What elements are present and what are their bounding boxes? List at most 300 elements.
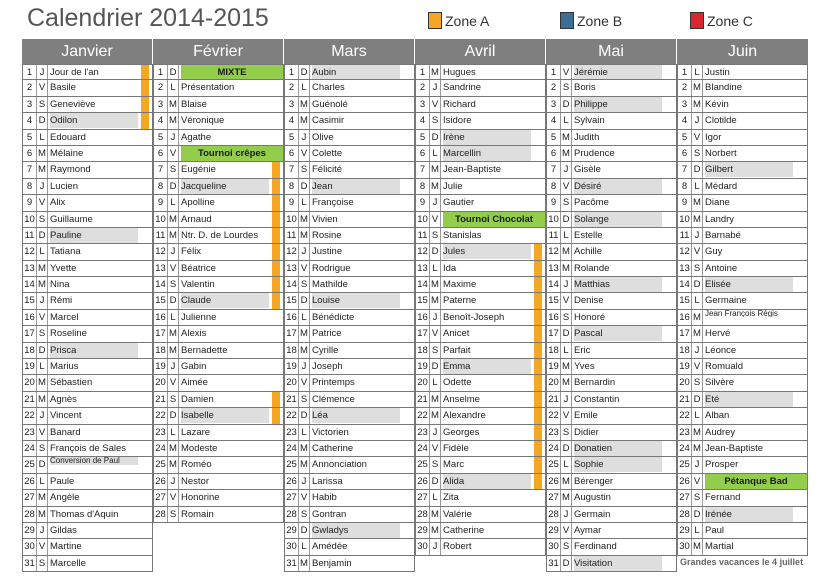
month-header-janvier: Janvier <box>22 39 153 64</box>
day-row[interactable] <box>153 179 284 195</box>
day-row[interactable] <box>677 310 808 326</box>
day-row[interactable] <box>546 146 677 162</box>
day-row[interactable] <box>284 80 415 96</box>
day-row[interactable] <box>415 408 546 424</box>
day-row[interactable] <box>677 523 808 539</box>
day-row[interactable] <box>22 490 153 506</box>
day-row[interactable] <box>284 343 415 359</box>
day-row[interactable] <box>677 539 808 555</box>
day-row[interactable] <box>22 244 153 260</box>
day-row[interactable] <box>415 326 546 342</box>
saint-name: Annonciation <box>312 459 367 471</box>
day-row[interactable] <box>153 228 284 244</box>
day-row[interactable] <box>153 244 284 260</box>
saint-name: Colette <box>312 147 343 159</box>
day-row[interactable] <box>546 556 677 572</box>
day-row[interactable] <box>546 97 677 113</box>
day-row[interactable] <box>677 162 808 178</box>
day-row[interactable] <box>22 457 153 473</box>
weekday-letter: S <box>168 162 179 177</box>
day-row[interactable] <box>415 441 546 457</box>
day-row[interactable] <box>546 130 677 146</box>
weekday-letter: S <box>561 539 572 554</box>
day-row[interactable] <box>284 113 415 129</box>
day-row[interactable] <box>677 375 808 391</box>
day-number: 12 <box>154 244 168 259</box>
day-row[interactable] <box>415 375 546 391</box>
day-row[interactable] <box>153 146 284 162</box>
day-row[interactable] <box>415 228 546 244</box>
zone-a-vacation-marker <box>272 179 280 194</box>
day-row[interactable] <box>546 212 677 228</box>
day-row[interactable] <box>677 425 808 441</box>
day-number: 17 <box>416 326 430 341</box>
day-row[interactable] <box>284 228 415 244</box>
weekday-letter: M <box>299 212 310 227</box>
day-row[interactable] <box>415 539 546 555</box>
day-number: 9 <box>23 195 37 210</box>
day-row[interactable] <box>22 212 153 228</box>
day-row[interactable] <box>22 375 153 391</box>
day-row[interactable] <box>284 375 415 391</box>
day-number: 11 <box>678 228 692 243</box>
day-row[interactable] <box>415 523 546 539</box>
day-row[interactable] <box>22 261 153 277</box>
day-row[interactable] <box>153 212 284 228</box>
day-row[interactable] <box>284 359 415 375</box>
day-row[interactable] <box>677 97 808 113</box>
day-row[interactable] <box>546 64 677 80</box>
day-row[interactable] <box>22 179 153 195</box>
weekday-letter: D <box>561 556 572 571</box>
saint-name: Basile <box>50 82 76 94</box>
day-number: 3 <box>23 97 37 112</box>
day-row[interactable] <box>415 425 546 441</box>
day-row[interactable] <box>153 97 284 113</box>
day-row[interactable] <box>546 375 677 391</box>
saint-name: Mathilde <box>312 279 348 291</box>
day-row[interactable] <box>546 277 677 293</box>
day-row[interactable] <box>22 228 153 244</box>
day-row[interactable] <box>415 277 546 293</box>
day-number: 20 <box>416 375 430 390</box>
day-row[interactable] <box>415 293 546 309</box>
day-row[interactable] <box>677 490 808 506</box>
day-row[interactable] <box>546 343 677 359</box>
weekday-letter: S <box>430 113 441 128</box>
day-row[interactable] <box>153 375 284 391</box>
day-row[interactable] <box>284 261 415 277</box>
day-row[interactable] <box>677 293 808 309</box>
day-row[interactable] <box>22 195 153 211</box>
day-row[interactable] <box>284 408 415 424</box>
weekday-letter: V <box>561 408 572 423</box>
saint-name: Casimir <box>312 115 345 127</box>
day-number: 30 <box>678 539 692 554</box>
day-row[interactable] <box>677 507 808 523</box>
day-row[interactable] <box>22 326 153 342</box>
day-row[interactable] <box>22 556 153 572</box>
day-row[interactable] <box>677 326 808 342</box>
day-row[interactable] <box>22 408 153 424</box>
day-row[interactable] <box>153 130 284 146</box>
zone-a-vacation-marker <box>534 474 542 489</box>
day-row[interactable] <box>415 507 546 523</box>
day-row[interactable] <box>546 408 677 424</box>
day-number: 26 <box>547 474 561 489</box>
weekday-letter: S <box>692 146 703 161</box>
day-row[interactable] <box>153 195 284 211</box>
day-row[interactable] <box>546 228 677 244</box>
saint-name: Rosine <box>312 229 342 241</box>
saint-name: Sandrine <box>443 82 482 94</box>
day-row[interactable] <box>415 310 546 326</box>
day-row[interactable] <box>153 408 284 424</box>
day-row[interactable] <box>22 162 153 178</box>
zone-c-swatch <box>690 12 704 29</box>
day-row[interactable] <box>22 507 153 523</box>
day-row[interactable] <box>153 392 284 408</box>
saint-name: Diane <box>705 197 730 209</box>
day-row[interactable] <box>284 146 415 162</box>
day-row[interactable] <box>284 474 415 490</box>
day-row[interactable] <box>284 425 415 441</box>
day-row[interactable] <box>546 244 677 260</box>
day-row[interactable] <box>677 179 808 195</box>
day-row[interactable] <box>415 490 546 506</box>
day-row[interactable] <box>284 523 415 539</box>
day-row[interactable] <box>153 80 284 96</box>
day-row[interactable] <box>546 310 677 326</box>
day-row[interactable] <box>546 490 677 506</box>
day-row[interactable] <box>546 392 677 408</box>
day-row[interactable] <box>22 130 153 146</box>
saint-name: Tatiana <box>50 246 81 258</box>
day-number: 21 <box>547 392 561 407</box>
day-number: 29 <box>547 523 561 538</box>
day-number: 22 <box>416 408 430 423</box>
day-row[interactable] <box>546 425 677 441</box>
day-row[interactable] <box>22 425 153 441</box>
day-row[interactable] <box>284 162 415 178</box>
saint-name: Germaine <box>705 295 747 307</box>
month-header-row <box>22 39 809 64</box>
day-number: 22 <box>285 408 299 423</box>
day-row[interactable] <box>284 556 415 572</box>
calendar-grid <box>22 39 809 572</box>
weekday-letter: S <box>37 212 48 227</box>
saint-name: Edouard <box>50 131 86 143</box>
day-row[interactable] <box>677 392 808 408</box>
day-row[interactable] <box>153 457 284 473</box>
zone-c-label: Zone C <box>707 12 753 29</box>
day-row[interactable] <box>22 474 153 490</box>
calendar-title: Calendrier 2014-2015 <box>27 4 269 32</box>
day-row[interactable] <box>415 343 546 359</box>
day-row[interactable] <box>415 392 546 408</box>
day-row[interactable] <box>153 343 284 359</box>
saint-name: Vincent <box>50 410 82 422</box>
day-row[interactable] <box>546 261 677 277</box>
saint-name: Clotilde <box>705 115 737 127</box>
day-row[interactable] <box>284 179 415 195</box>
weekday-letter: J <box>692 113 703 128</box>
saint-name: Donatien <box>574 441 662 456</box>
saint-name: Alexandre <box>443 410 486 422</box>
weekday-letter: L <box>430 261 441 276</box>
day-row[interactable] <box>284 310 415 326</box>
day-row[interactable] <box>284 490 415 506</box>
day-row[interactable] <box>546 113 677 129</box>
weekday-letter: D <box>692 392 703 407</box>
day-row[interactable] <box>153 277 284 293</box>
day-row[interactable] <box>153 425 284 441</box>
day-row[interactable] <box>153 162 284 178</box>
day-row[interactable] <box>22 80 153 96</box>
day-row[interactable] <box>546 523 677 539</box>
weekday-letter: D <box>430 359 441 374</box>
saint-name: Gabin <box>181 361 207 373</box>
day-row[interactable] <box>284 195 415 211</box>
weekday-letter: L <box>299 425 310 440</box>
day-number: 16 <box>285 310 299 325</box>
day-row[interactable] <box>284 507 415 523</box>
saint-name: Landry <box>705 213 735 225</box>
day-row[interactable] <box>22 310 153 326</box>
day-row[interactable] <box>677 359 808 375</box>
weekday-letter: L <box>561 228 572 243</box>
saint-name: Fernand <box>705 492 741 504</box>
saint-name: Odette <box>443 377 472 389</box>
saint-name: Prosper <box>705 459 739 471</box>
day-row[interactable] <box>284 212 415 228</box>
day-row[interactable] <box>677 195 808 211</box>
weekday-letter: L <box>692 293 703 308</box>
weekday-letter: V <box>561 179 572 194</box>
zone-a-vacation-marker <box>534 261 542 276</box>
day-number: 23 <box>416 425 430 440</box>
day-row[interactable] <box>415 179 546 195</box>
day-number: 28 <box>547 507 561 522</box>
day-row[interactable] <box>546 162 677 178</box>
day-number: 27 <box>23 490 37 505</box>
saint-name: Guy <box>705 246 723 258</box>
day-row[interactable] <box>153 507 284 523</box>
day-row[interactable] <box>153 293 284 309</box>
day-row[interactable] <box>22 539 153 555</box>
saint-name: Prudence <box>574 147 615 159</box>
saint-name: Emma <box>443 359 531 374</box>
saint-name: Emile <box>574 410 598 422</box>
day-number: 18 <box>154 343 168 358</box>
day-row[interactable] <box>22 293 153 309</box>
day-row[interactable] <box>22 392 153 408</box>
day-number: 3 <box>547 97 561 112</box>
weekday-letter: S <box>168 507 179 522</box>
day-row[interactable] <box>284 130 415 146</box>
saint-name: Ferdinand <box>574 541 617 553</box>
day-number: 27 <box>416 490 430 505</box>
day-row[interactable] <box>546 195 677 211</box>
day-row[interactable] <box>153 326 284 342</box>
month-column <box>153 64 284 523</box>
day-row[interactable] <box>415 195 546 211</box>
day-row[interactable] <box>284 277 415 293</box>
day-row[interactable] <box>415 146 546 162</box>
day-row[interactable] <box>22 277 153 293</box>
weekday-letter: L <box>430 375 441 390</box>
saint-name: Boris <box>574 82 596 94</box>
day-row[interactable] <box>677 113 808 129</box>
day-number: 2 <box>285 80 299 95</box>
day-row[interactable] <box>677 80 808 96</box>
saint-name: Guénolé <box>312 98 348 110</box>
day-row[interactable] <box>546 441 677 457</box>
day-row[interactable] <box>415 261 546 277</box>
day-number: 18 <box>23 343 37 358</box>
day-row[interactable] <box>546 359 677 375</box>
day-row[interactable] <box>153 441 284 457</box>
zone-a-vacation-marker <box>534 293 542 308</box>
weekday-letter: V <box>692 244 703 259</box>
day-row[interactable] <box>22 113 153 129</box>
day-row[interactable] <box>546 293 677 309</box>
day-row[interactable] <box>153 490 284 506</box>
day-row[interactable] <box>677 474 808 490</box>
day-row[interactable] <box>677 408 808 424</box>
day-number: 19 <box>154 359 168 374</box>
day-row[interactable] <box>677 343 808 359</box>
day-row[interactable] <box>415 113 546 129</box>
day-row[interactable] <box>677 130 808 146</box>
weekday-letter: S <box>430 228 441 243</box>
day-row[interactable] <box>415 457 546 473</box>
zone-b-swatch <box>560 12 574 29</box>
day-row[interactable] <box>22 343 153 359</box>
weekday-letter: S <box>692 375 703 390</box>
day-number: 19 <box>547 359 561 374</box>
weekday-letter: V <box>692 474 703 489</box>
weekday-letter: M <box>692 212 703 227</box>
day-row[interactable] <box>284 293 415 309</box>
day-number: 21 <box>154 392 168 407</box>
day-row[interactable] <box>415 64 546 80</box>
weekday-letter: J <box>692 343 703 358</box>
weekday-letter: L <box>37 474 48 489</box>
saint-name: Gildas <box>50 524 77 536</box>
day-number: 13 <box>23 261 37 276</box>
day-row[interactable] <box>153 64 284 80</box>
weekday-letter: D <box>168 408 179 423</box>
day-row[interactable] <box>22 523 153 539</box>
day-row[interactable] <box>415 474 546 490</box>
day-row[interactable] <box>677 441 808 457</box>
day-row[interactable] <box>546 507 677 523</box>
day-row[interactable] <box>677 64 808 80</box>
saint-name: Habib <box>312 492 337 504</box>
day-row[interactable] <box>677 457 808 473</box>
day-row[interactable] <box>284 244 415 260</box>
day-row[interactable] <box>677 212 808 228</box>
weekday-letter: L <box>168 80 179 95</box>
day-row[interactable] <box>284 326 415 342</box>
weekday-letter: M <box>430 392 441 407</box>
day-number: 17 <box>23 326 37 341</box>
weekday-letter: D <box>561 441 572 456</box>
day-number: 25 <box>416 457 430 472</box>
day-row[interactable] <box>153 474 284 490</box>
saint-name: Estelle <box>574 229 603 241</box>
weekday-letter: V <box>299 490 310 505</box>
day-row[interactable] <box>415 80 546 96</box>
day-row[interactable] <box>415 359 546 375</box>
day-row[interactable] <box>284 64 415 80</box>
day-row[interactable] <box>22 441 153 457</box>
weekday-letter: L <box>692 408 703 423</box>
day-row[interactable] <box>677 146 808 162</box>
day-row[interactable] <box>546 326 677 342</box>
weekday-letter: M <box>168 113 179 128</box>
day-row[interactable] <box>415 244 546 260</box>
day-row[interactable] <box>153 359 284 375</box>
day-row[interactable] <box>284 457 415 473</box>
saint-name: Arnaud <box>181 213 212 225</box>
weekday-letter: L <box>299 80 310 95</box>
weekday-letter: M <box>561 490 572 505</box>
day-row[interactable] <box>284 539 415 555</box>
day-row[interactable] <box>153 310 284 326</box>
day-row[interactable] <box>546 539 677 555</box>
day-row[interactable] <box>22 97 153 113</box>
day-row[interactable] <box>415 130 546 146</box>
zone-a-vacation-marker <box>534 310 542 325</box>
day-row[interactable] <box>284 392 415 408</box>
weekday-letter: M <box>561 261 572 276</box>
day-row[interactable] <box>677 277 808 293</box>
weekday-letter: J <box>299 244 310 259</box>
day-row[interactable] <box>22 64 153 80</box>
weekday-letter: D <box>37 113 48 128</box>
saint-name: Silvère <box>705 377 735 389</box>
weekday-letter: D <box>692 507 703 522</box>
weekday-letter: S <box>561 195 572 210</box>
day-row[interactable] <box>546 457 677 473</box>
day-row[interactable] <box>22 359 153 375</box>
zone-a-vacation-marker <box>534 244 542 259</box>
saint-name: Gisèle <box>574 164 601 176</box>
day-row[interactable] <box>415 212 546 228</box>
day-row[interactable] <box>153 113 284 129</box>
day-row[interactable] <box>22 146 153 162</box>
day-number: 14 <box>154 277 168 292</box>
day-row[interactable] <box>546 474 677 490</box>
weekday-letter: V <box>37 80 48 95</box>
day-row[interactable] <box>677 228 808 244</box>
day-row[interactable] <box>284 97 415 113</box>
day-row[interactable] <box>153 261 284 277</box>
month-header-juin: Juin <box>677 39 808 64</box>
day-number: 26 <box>154 474 168 489</box>
day-row[interactable] <box>677 244 808 260</box>
day-row[interactable] <box>415 162 546 178</box>
day-row[interactable] <box>677 261 808 277</box>
day-row[interactable] <box>546 179 677 195</box>
day-row[interactable] <box>546 80 677 96</box>
day-row[interactable] <box>284 441 415 457</box>
day-number: 4 <box>416 113 430 128</box>
day-row[interactable] <box>415 97 546 113</box>
weekday-letter: L <box>168 310 179 325</box>
